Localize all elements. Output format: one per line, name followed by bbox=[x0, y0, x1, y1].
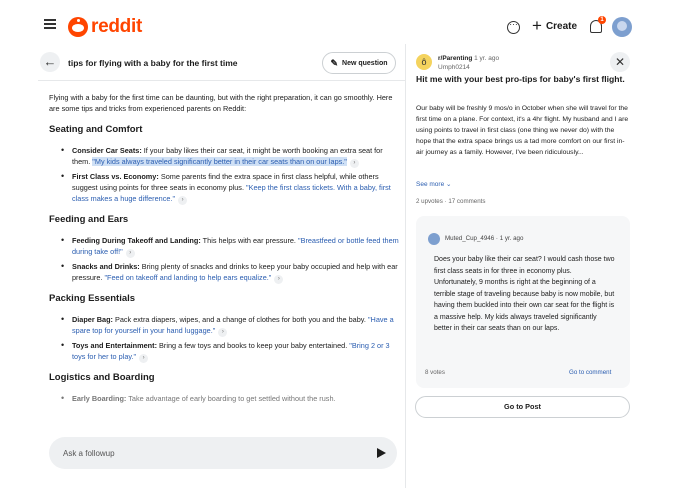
source-quote-link[interactable]: "Keep the first class tickets. With a baby, first class makes a huge difference." bbox=[72, 183, 391, 203]
close-icon: ✕ bbox=[614, 55, 626, 69]
post-title[interactable]: Hit me with your best pro-tips for baby's first flight. bbox=[416, 74, 625, 84]
header-divider bbox=[38, 80, 405, 81]
tip-title: Toys and Entertainment: bbox=[72, 341, 158, 350]
list-item bbox=[49, 314, 399, 337]
see-more-label: See more bbox=[416, 181, 445, 188]
comment-body: Does your baby like their car seat? I would cash those two first class seats in for three in economy plus. Unfortunately, 9 months is right at the beginning of a terrible stage of traveling because baby is now mobile, but having them buckled into their own car seat for the flight is a massive help. My kids always traveled significantly better in their car seats than on our laps. bbox=[434, 256, 615, 332]
answers-header bbox=[38, 48, 405, 76]
plus-icon: + bbox=[532, 16, 542, 35]
section-heading: Feeding and Ears bbox=[49, 214, 129, 225]
tip-text: If your baby likes their car seat, it might be worth booking an extra seat for them. bbox=[72, 146, 383, 166]
menu-icon[interactable] bbox=[44, 19, 56, 29]
source-quote-link[interactable]: "Feed on takeoff and landing to help ears equalize." bbox=[104, 273, 272, 282]
tip-text: Bring a few toys and books to keep your baby entertained. bbox=[157, 341, 350, 350]
panel-divider bbox=[405, 44, 406, 488]
chat-icon[interactable] bbox=[507, 21, 520, 34]
list-item bbox=[49, 393, 399, 404]
answers-panel bbox=[38, 44, 405, 488]
comment-meta: Muted_Cup_4946 · 1 yr. ago bbox=[445, 235, 524, 242]
tip-text: Pack extra diapers, wipes, and a change of clothes for both you and the baby. bbox=[112, 315, 368, 324]
source-quote-link[interactable]: "Breastfeed or bottle feed them during take off!" bbox=[72, 236, 399, 256]
tip-title: Consider Car Seats: bbox=[72, 146, 142, 155]
back-button[interactable] bbox=[40, 52, 60, 72]
subreddit-icon[interactable]: ô bbox=[416, 54, 432, 70]
tip-title: Snacks and Drinks: bbox=[72, 262, 140, 271]
list-item bbox=[49, 145, 399, 168]
subreddit-meta bbox=[438, 55, 499, 62]
answer-intro: Flying with a baby for the first time can be daunting, but with the right preparation, it can go smoothly. Here are some tips and tricks from experienced parents on Reddit: bbox=[49, 93, 393, 113]
create-label: Create bbox=[545, 20, 578, 32]
chevron-right-icon[interactable]: › bbox=[178, 196, 187, 205]
tip-list bbox=[49, 145, 399, 205]
chevron-right-icon[interactable]: › bbox=[126, 249, 135, 258]
tip-title: Diaper Bag: bbox=[72, 315, 113, 324]
user-avatar[interactable] bbox=[612, 17, 632, 37]
chevron-right-icon[interactable]: › bbox=[350, 159, 359, 168]
source-post-panel bbox=[414, 44, 634, 488]
post-body: Our baby will be freshly 9 mos/o in October when she will travel for the first time on a plane. For context, it's a 4hr flight. My husband and I are using points to travel in first class (one thing we never do) with the hope that the extra space brings us a tad more comfort on our first in-air journey as a family. However, I've been ridiculously... bbox=[416, 105, 629, 156]
source-quote-link[interactable]: "My kids always traveled significantly better in their car seats than on our laps." bbox=[92, 157, 347, 166]
section-heading: Logistics and Boarding bbox=[49, 372, 155, 383]
post-author[interactable]: Umph0214 bbox=[438, 64, 470, 71]
chevron-down-icon: ⌄ bbox=[446, 181, 452, 188]
list-item bbox=[49, 171, 399, 205]
chevron-right-icon[interactable]: › bbox=[274, 275, 283, 284]
back-arrow-icon: ← bbox=[43, 54, 57, 69]
tip-text: Bring plenty of snacks and drinks to keep your baby occupied and help with ear pressure. bbox=[72, 262, 398, 282]
followup-input[interactable] bbox=[63, 446, 353, 460]
chevron-right-icon[interactable]: › bbox=[218, 328, 227, 337]
list-item bbox=[49, 261, 399, 284]
tip-text: Some parents find the extra space in first class helpful, while others suggest using points for three seats in economy plus. bbox=[72, 172, 379, 192]
tip-list bbox=[49, 314, 399, 363]
new-question-button[interactable] bbox=[322, 52, 396, 74]
subreddit-name[interactable]: r/Parenting bbox=[438, 55, 473, 62]
source-quote-link[interactable]: "Bring 2 or 3 toys for her to play." bbox=[72, 341, 390, 361]
comment-age: 1 yr. ago bbox=[499, 235, 524, 242]
source-quote-link[interactable]: "Have a spare top for yourself in your hand luggage." bbox=[72, 315, 394, 335]
section-heading: Seating and Comfort bbox=[49, 124, 143, 135]
new-question-label: New question bbox=[342, 59, 388, 67]
reddit-logo[interactable] bbox=[68, 16, 142, 38]
post-age: 1 yr. ago bbox=[474, 55, 500, 62]
notification-badge: 1 bbox=[598, 16, 606, 24]
tip-title: First Class vs. Economy: bbox=[72, 172, 159, 181]
section-heading: Packing Essentials bbox=[49, 293, 136, 304]
top-bar bbox=[0, 0, 680, 44]
post-stats: 2 upvotes · 17 comments bbox=[416, 198, 486, 205]
tip-list bbox=[49, 235, 399, 284]
tip-title: Early Boarding: bbox=[72, 394, 127, 403]
followup-bar bbox=[49, 437, 397, 469]
go-to-comment-link[interactable]: Go to comment bbox=[569, 369, 612, 376]
reddit-snoo-icon bbox=[68, 17, 88, 37]
comment-author[interactable]: Muted_Cup_4946 bbox=[445, 235, 495, 242]
edit-icon: ✎ bbox=[330, 57, 339, 68]
commenter-avatar bbox=[428, 233, 440, 245]
thread-title: tips for flying with a baby for the first time bbox=[68, 58, 238, 68]
chevron-right-icon[interactable]: › bbox=[139, 354, 148, 363]
tip-title: Feeding During Takeoff and Landing: bbox=[72, 236, 201, 245]
send-icon[interactable] bbox=[377, 448, 386, 458]
list-item bbox=[49, 235, 399, 258]
close-button[interactable] bbox=[610, 52, 630, 72]
see-more-link[interactable] bbox=[416, 180, 451, 188]
create-button[interactable] bbox=[532, 16, 578, 35]
tip-list bbox=[49, 393, 399, 404]
comment-card bbox=[416, 216, 630, 388]
tip-text: This helps with ear pressure. bbox=[200, 236, 298, 245]
reddit-wordmark: reddit bbox=[91, 16, 142, 37]
tip-text: Take advantage of early boarding to get settled without the rush. bbox=[126, 394, 336, 403]
answer-content bbox=[49, 92, 399, 413]
list-item bbox=[49, 340, 399, 363]
go-to-post-button[interactable]: Go to Post bbox=[415, 396, 630, 418]
comment-votes: 8 votes bbox=[425, 369, 445, 376]
